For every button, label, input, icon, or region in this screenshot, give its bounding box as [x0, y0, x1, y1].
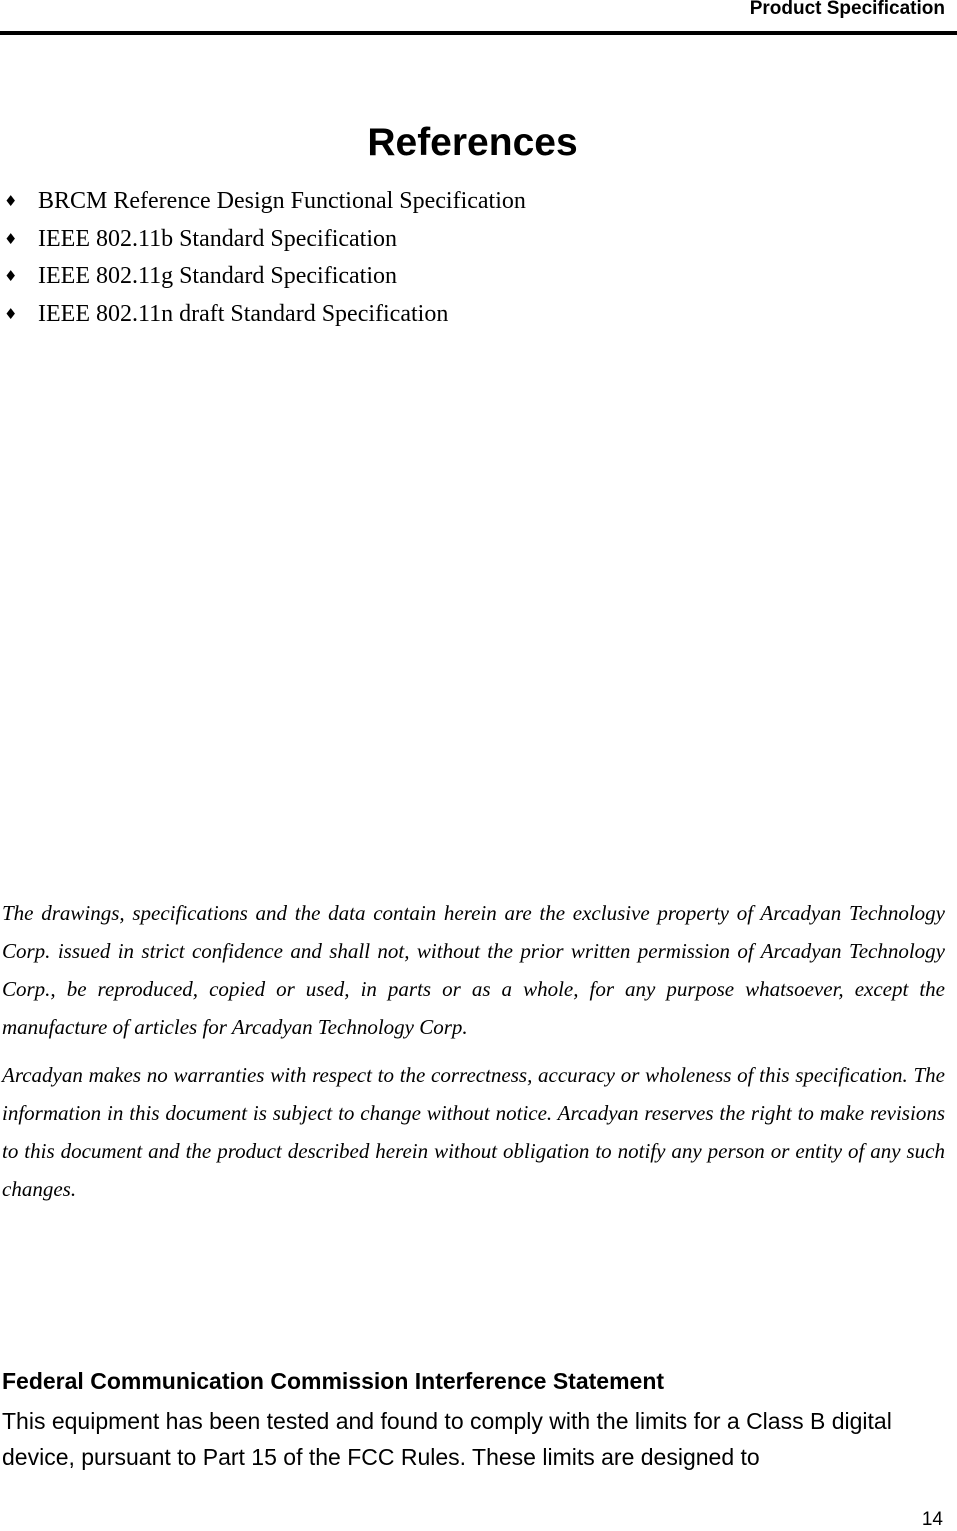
disclaimer-paragraph-warranty: Arcadyan makes no warranties with respect to the correctness, accuracy or wholeness of this specification. The information in this document is subject to change without notice. Arcadyan reserves the right to make revisions to this document and the product described herein without obligation to notify any person or entity of any such changes. — [2, 1063, 945, 1201]
references-heading: References — [367, 121, 578, 164]
reference-text: IEEE 802.11n draft Standard Specification — [38, 300, 449, 327]
diamond-bullet-icon: ♦ — [4, 267, 18, 285]
header-rule — [0, 31, 957, 35]
reference-text: IEEE 802.11g Standard Specification — [38, 263, 398, 289]
list-item — [4, 183, 526, 221]
list-item — [4, 296, 526, 334]
diamond-bullet-icon: ♦ — [4, 304, 18, 323]
references-list — [4, 183, 526, 333]
diamond-bullet-icon: ♦ — [4, 192, 18, 210]
disclaimer-paragraph-property: The drawings, specifications and the data contain herein are the exclusive property of Arcadyan Technology Corp. issued in strict confidence and shall not, without the prior written permission of Arcadyan Technology Corp., be reproduced, copied or used, in parts or as a whole, for any purpose whatsoever, except the manufacture of articles for Arcadyan Technology Corp. — [2, 901, 945, 1039]
page-header-title: Product Specification — [749, 0, 945, 19]
fcc-statement-body: This equipment has been tested and found to comply with the limits for a Class B digital device, pursuant to Part 15 of the FCC Rules. These limits are designed to — [2, 1408, 892, 1470]
reference-text: IEEE 802.11b Standard Specification — [38, 225, 398, 252]
reference-text: BRCM Reference Design Functional Specification — [38, 188, 526, 214]
fcc-statement-heading: Federal Communication Commission Interference Statement — [2, 1368, 665, 1394]
list-item — [4, 221, 526, 259]
diamond-bullet-icon: ♦ — [4, 229, 18, 248]
page-number: 14 — [921, 1509, 943, 1530]
list-item — [4, 258, 526, 296]
